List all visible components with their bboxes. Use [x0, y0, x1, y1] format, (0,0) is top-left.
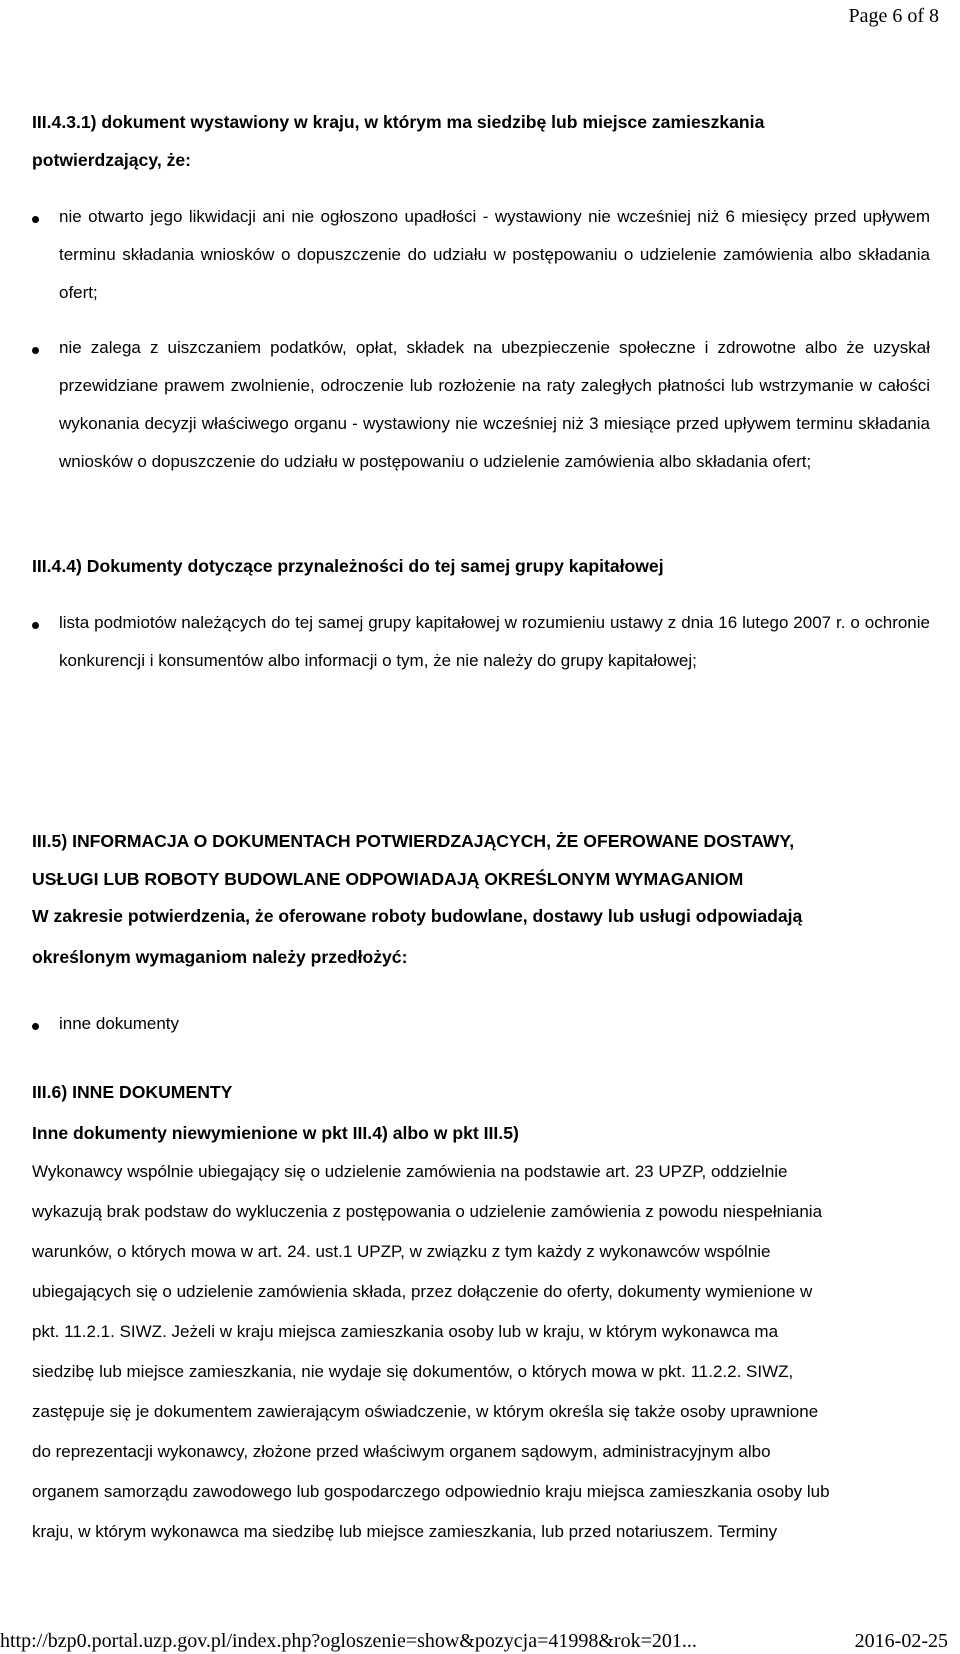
page-footer — [0, 1628, 948, 1654]
section-heading-3-4-3: III.4.3.1) dokument wystawiony w kraju, w którym ma siedzibę lub miejsce zamieszkania — [32, 112, 765, 132]
section-subheading-3-5: W zakresie potwierdzenia, że oferowane roboty budowlane, dostawy lub usługi odpowiadają — [32, 906, 803, 926]
footer-date: 2016-02-25 — [854, 1630, 948, 1652]
list-item — [32, 329, 930, 481]
paragraph-line: wykazują brak podstaw do wykluczenia z postępowania o udzielenie zamówienia z powodu niespełniania — [32, 1202, 823, 1221]
section-heading-3-4-3-cont: potwierdzający, że: — [32, 150, 192, 170]
bullet-icon — [32, 216, 39, 223]
paragraph-line: do reprezentacji wykonawcy, złożone przed właściwym organem sądowym, administracyjnym albo — [32, 1442, 771, 1461]
bullet-icon — [32, 622, 39, 629]
paragraph-line: siedzibę lub miejsce zamieszkania, nie wydaje się dokumentów, o których mowa w pkt. 11.2.2. SIWZ, — [32, 1362, 794, 1381]
bullet-icon — [32, 1023, 39, 1030]
list-item-text: nie otwarto jego likwidacji ani nie ogłoszono upadłości - wystawiony nie wcześniej niż 6 miesięcy przed upływem terminu składania wniosków o dopuszczenie do udziału w postępowaniu o udzielenie zamówienia albo składania ofert; — [59, 207, 930, 302]
paragraph-line: kraju, w którym wykonawca ma siedzibę lub miejsce zamieszkania, lub przed notariuszem. Terminy — [32, 1522, 778, 1541]
bullet-icon — [32, 347, 39, 354]
list-item-text: inne dokumenty — [59, 1014, 180, 1033]
section-heading-3-5-cont: USŁUGI LUB ROBOTY BUDOWLANE ODPOWIADAJĄ OKREŚLONYM WYMAGANIOM — [32, 869, 744, 889]
list-item — [32, 604, 930, 680]
section-heading-3-6: III.6) INNE DOKUMENTY — [32, 1082, 233, 1102]
section-heading-3-4-4: III.4.4) Dokumenty dotyczące przynależności do tej samej grupy kapitałowej — [32, 556, 664, 576]
paragraph-line: warunków, o których mowa w art. 24. ust.1 UPZP, w związku z tym każdy z wykonawców wspólnie — [32, 1242, 771, 1261]
list-item — [32, 198, 930, 312]
paragraph-line: pkt. 11.2.1. SIWZ. Jeżeli w kraju miejsca zamieszkania osoby lub w kraju, w którym wykonawca ma — [32, 1322, 779, 1341]
section-paragraph-3-6 — [32, 1152, 930, 1552]
paragraph-line: zastępuje się je dokumentem zawierającym oświadczenie, w którym określa się także osoby uprawnione — [32, 1402, 819, 1421]
page-number: Page 6 of 8 — [848, 5, 939, 27]
section-heading-3-5: III.5) INFORMACJA O DOKUMENTACH POTWIERDZAJĄCYCH, ŻE OFEROWANE DOSTAWY, — [32, 831, 795, 851]
section-subheading-3-6: Inne dokumenty niewymienione w pkt III.4) albo w pkt III.5) — [32, 1123, 519, 1143]
paragraph-line: organem samorządu zawodowego lub gospodarczego odpowiednio kraju miejsca zamieszkania osoby lub — [32, 1482, 830, 1501]
list-item-text: lista podmiotów należących do tej samej grupy kapitałowej w rozumieniu ustawy z dnia 16 lutego 2007 r. o ochronie konkurencji i konsumentów albo informacji o tym, że nie należy do grupy kapitałowej; — [59, 613, 930, 670]
footer-url: http://bzp0.portal.uzp.gov.pl/index.php?ogloszenie=show&pozycja=41998&rok=201... — [0, 1630, 697, 1652]
list-item-text: nie zalega z uiszczaniem podatków, opłat, składek na ubezpieczenie społeczne i zdrowotne albo że uzyskał przewidziane prawem zwolnienie, odroczenie lub rozłożenie na raty zaległych płatności lub wstrzymanie w całości wykonania decyzji właściwego organu - wystawiony nie wcześniej niż 3 miesiące przed upływem terminu składania wniosków o dopuszczenie do udziału w postępowaniu o udzielenie zamówienia albo składania ofert; — [59, 338, 930, 471]
list-item — [32, 1005, 930, 1043]
paragraph-line: ubiegających się o udzielenie zamówienia składa, przez dołączenie do oferty, dokumenty wymienione w — [32, 1282, 813, 1301]
paragraph-line: Wykonawcy wspólnie ubiegający się o udzielenie zamówienia na podstawie art. 23 UPZP, oddzielnie — [32, 1162, 788, 1181]
section-subheading-3-5-cont: określonym wymaganiom należy przedłożyć: — [32, 947, 408, 967]
